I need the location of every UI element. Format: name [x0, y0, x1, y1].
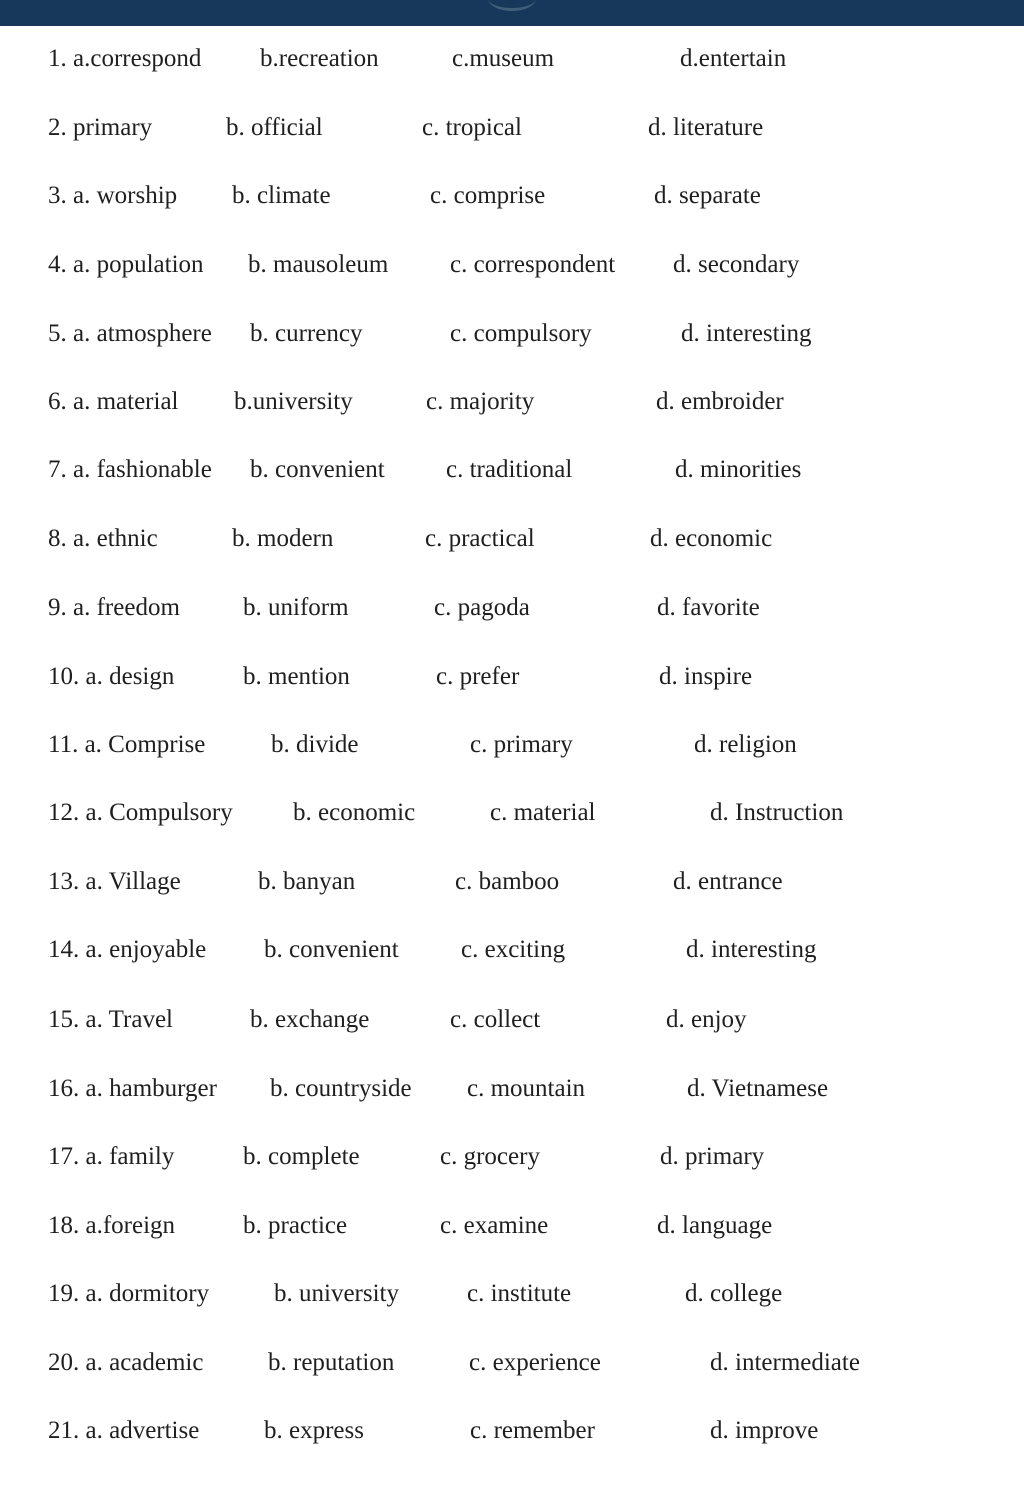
- option-a: 21. a. advertise: [48, 1417, 200, 1444]
- option-b: b. university: [274, 1280, 399, 1307]
- option-b: b. express: [264, 1417, 364, 1444]
- question-5: [0, 314, 1024, 354]
- top-bar-notch: [488, 0, 536, 11]
- option-d: d.entertain: [680, 45, 787, 72]
- option-a: 10. a. design: [48, 663, 175, 690]
- option-a: 4. a. population: [48, 251, 204, 278]
- option-c: c. institute: [467, 1280, 572, 1307]
- option-a: 6. a. material: [48, 388, 179, 415]
- option-b: b. mausoleum: [248, 251, 389, 278]
- option-b: b. uniform: [243, 594, 349, 621]
- option-a: 9. a. freedom: [48, 594, 180, 621]
- option-c: c. remember: [470, 1417, 595, 1444]
- question-14: [0, 930, 1024, 970]
- option-c: c. correspondent: [450, 251, 616, 278]
- option-c: c. pagoda: [434, 594, 530, 621]
- question-10: [0, 657, 1024, 697]
- question-7: [0, 450, 1024, 490]
- option-c: c. mountain: [467, 1075, 586, 1102]
- option-c: c. primary: [470, 731, 573, 758]
- option-d: d. separate: [654, 182, 761, 209]
- question-6: [0, 382, 1024, 422]
- option-d: d. literature: [648, 114, 764, 141]
- top-bar: [0, 0, 1024, 26]
- option-c: c. tropical: [422, 114, 522, 141]
- option-c: c. compulsory: [450, 320, 592, 347]
- option-c: c. collect: [450, 1006, 541, 1033]
- option-d: d. embroider: [656, 388, 784, 415]
- option-b: b. exchange: [250, 1006, 370, 1033]
- option-c: c. material: [490, 799, 596, 826]
- question-11: [0, 725, 1024, 765]
- question-21: [0, 1411, 1024, 1451]
- question-9: [0, 588, 1024, 628]
- question-3: [0, 176, 1024, 216]
- question-18: [0, 1206, 1024, 1246]
- option-b: b. convenient: [264, 936, 399, 963]
- question-16: [0, 1069, 1024, 1109]
- option-c: c. majority: [426, 388, 535, 415]
- option-b: b. reputation: [268, 1349, 395, 1376]
- option-c: c. experience: [469, 1349, 601, 1376]
- option-a: 8. a. ethnic: [48, 525, 158, 552]
- option-d: d. Vietnamese: [687, 1075, 829, 1102]
- question-20: [0, 1343, 1024, 1383]
- option-d: d. minorities: [675, 456, 802, 483]
- option-c: c. bamboo: [455, 868, 560, 895]
- option-a: 19. a. dormitory: [48, 1280, 210, 1307]
- option-c: c. traditional: [446, 456, 573, 483]
- option-d: d. economic: [650, 525, 773, 552]
- option-d: d. interesting: [686, 936, 817, 963]
- option-c: c. grocery: [440, 1143, 540, 1170]
- option-d: d. inspire: [659, 663, 753, 690]
- option-b: b. banyan: [258, 868, 356, 895]
- option-a: 17. a. family: [48, 1143, 175, 1170]
- option-d: d. religion: [694, 731, 797, 758]
- option-d: d. entrance: [673, 868, 783, 895]
- option-a: 7. a. fashionable: [48, 456, 212, 483]
- option-a: 3. a. worship: [48, 182, 178, 209]
- option-c: c. practical: [425, 525, 535, 552]
- question-15: [0, 1000, 1024, 1040]
- option-b: b.university: [234, 388, 353, 415]
- question-12: [0, 793, 1024, 833]
- option-b: b. currency: [250, 320, 363, 347]
- option-a: 20. a. academic: [48, 1349, 204, 1376]
- option-b: b. complete: [243, 1143, 360, 1170]
- option-c: c.museum: [452, 45, 555, 72]
- option-d: d. primary: [660, 1143, 765, 1170]
- question-8: [0, 519, 1024, 559]
- option-b: b. countryside: [270, 1075, 412, 1102]
- option-a: 14. a. enjoyable: [48, 936, 207, 963]
- option-a: 13. a. Village: [48, 868, 181, 895]
- question-2: [0, 108, 1024, 148]
- option-b: b. divide: [271, 731, 359, 758]
- option-a: 5. a. atmosphere: [48, 320, 212, 347]
- option-a: 12. a. Compulsory: [48, 799, 233, 826]
- option-b: b. economic: [293, 799, 416, 826]
- option-d: d. intermediate: [710, 1349, 860, 1376]
- question-1: [0, 39, 1024, 79]
- option-d: d. favorite: [657, 594, 760, 621]
- option-c: c. exciting: [461, 936, 566, 963]
- question-19: [0, 1274, 1024, 1314]
- option-a: 11. a. Comprise: [48, 731, 206, 758]
- option-a: 16. a. hamburger: [48, 1075, 217, 1102]
- option-d: d. interesting: [681, 320, 812, 347]
- option-b: b. convenient: [250, 456, 385, 483]
- question-4: [0, 245, 1024, 285]
- option-b: b. modern: [232, 525, 334, 552]
- option-a: 1. a.correspond: [48, 45, 202, 72]
- option-d: d. language: [657, 1212, 773, 1239]
- option-a: 15. a. Travel: [48, 1006, 173, 1033]
- option-d: d. enjoy: [666, 1006, 747, 1033]
- option-b: b. mention: [243, 663, 350, 690]
- option-b: b. practice: [243, 1212, 348, 1239]
- option-a: 18. a.foreign: [48, 1212, 176, 1239]
- option-d: d. secondary: [673, 251, 800, 278]
- option-c: c. comprise: [430, 182, 546, 209]
- option-d: d. Instruction: [710, 799, 844, 826]
- option-d: d. improve: [710, 1417, 819, 1444]
- option-b: b. official: [226, 114, 323, 141]
- option-d: d. college: [685, 1280, 783, 1307]
- option-c: c. examine: [440, 1212, 549, 1239]
- question-17: [0, 1137, 1024, 1177]
- option-b: b.recreation: [260, 45, 379, 72]
- option-c: c. prefer: [436, 663, 520, 690]
- option-b: b. climate: [232, 182, 331, 209]
- option-a: 2. primary: [48, 114, 153, 141]
- question-13: [0, 862, 1024, 902]
